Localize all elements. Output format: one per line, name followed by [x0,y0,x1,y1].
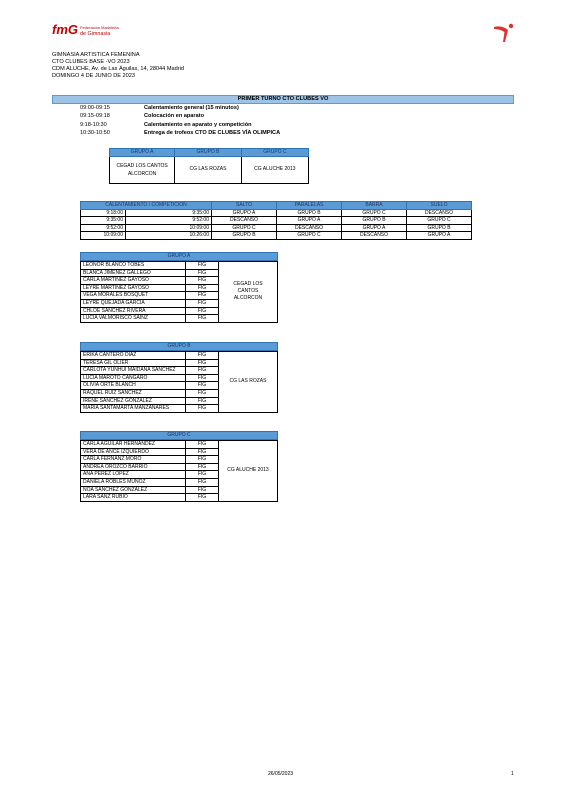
member-federation: FIG [186,478,219,486]
rotation-salto: GRUPO A [212,209,277,217]
rotation-suelo: DESCANSO [407,209,472,217]
schedule-row [80,104,500,112]
member-federation: FIG [186,352,219,360]
rotation-barra: GRUPO C [342,209,407,217]
groups-header-b: GRUPO B [175,149,242,157]
fmg-logo [52,22,122,42]
rotation-paralelas: GRUPO A [277,217,342,225]
member-name: LUCIA VALMORISCO SAINZ [81,315,186,323]
rotation-end: 9:52:00 [126,217,212,225]
footer-page-number: 1 [511,771,514,777]
member-name: ANDREA OROZCO BARRIO [81,463,186,471]
member-name: LEONOR BLANCO TOBES [81,262,186,270]
groups-table [109,148,309,184]
schedule-desc: Colocación en aparato [144,113,204,120]
rotation-start: 9:18:00 [81,209,126,217]
rotation-row [81,217,472,225]
member-name: CHLOE SÁNCHEZ RIVERA [81,307,186,315]
groups-cell-c: CG ALUCHE 2013 [241,156,308,183]
member-name: NOA SANCHEZ GONZALEZ [81,486,186,494]
rotation-header-paralelas: PARALELAS [277,202,342,210]
member-name: LEYRE QUEJADA GARCIA [81,299,186,307]
member-federation: FIG [186,471,219,479]
header-competition: CTO CLUBES BASE -VO 2023 [52,59,130,65]
member-name: IRENE SANCHEZ GONZALEZ [81,397,186,405]
rotation-header-time: CALENTAMIENTO / COMPETICION [81,202,212,210]
schedule-time: 10:30-10:50 [80,130,110,137]
rotation-salto: GRUPO C [212,224,277,232]
rotation-paralelas: DESCANSO [277,224,342,232]
rotation-suelo: GRUPO C [407,217,472,225]
member-federation: FIG [186,315,219,323]
member-federation: FIG [186,284,219,292]
rotation-paralelas: GRUPO C [277,232,342,240]
header-discipline: GIMNASIA ARTISTICA FEMENINA [52,52,140,58]
member-name: ANA PEREZ LOPEZ [81,471,186,479]
member-federation: FIG [186,405,219,413]
member-name: BLANCA JIMENEZ GALLEGO [81,269,186,277]
member-name: MARIA SANTAMARTA MANZANARES [81,405,186,413]
schedule-row [80,129,500,137]
member-federation: FIG [186,277,219,285]
member-name: VEGA MORALES BOSQUET [81,292,186,300]
turno-title: PRIMER TURNO CTO CLUBES VO [237,96,329,102]
member-federation: FIG [186,359,219,367]
footer-date: 26/05/2023 [268,771,294,777]
rotation-barra: GRUPO A [342,224,407,232]
rotation-start: 9:35:00 [81,217,126,225]
rotation-header-suelo: SUELO [407,202,472,210]
member-federation: FIG [186,441,219,449]
group-list [80,431,278,502]
group-list-table [80,351,278,413]
member-federation: FIG [186,448,219,456]
member-name: TERESA GIL OLIER [81,359,186,367]
member-name: RAQUEL RUIZ SANCHEZ [81,389,186,397]
rotation-row [81,232,472,240]
member-federation: FIG [186,382,219,390]
group-club: CG LAS ROZAS [219,352,278,413]
member-federation: FIG [186,262,219,270]
member-federation: FIG [186,494,219,502]
rotation-row [81,209,472,217]
groups-cell-a: CEGAD LOS CANTOS ALCORCON [110,156,175,183]
header-date: DOMINGO 4 DE JUNIO DE 2023 [52,73,135,79]
groups-cell-b: CG LAS ROZAS [175,156,242,183]
member-row [81,262,278,270]
group-club: CEGAD LOS CANTOS ALCORCON [219,262,278,323]
fmg-logo-line2: de Gimnasia [80,31,111,37]
group-list [80,252,278,323]
group-club: CG ALUCHE 2013 [219,441,278,502]
member-federation: FIG [186,374,219,382]
rotation-end: 10:26:00 [126,232,212,240]
gymnast-icon [492,22,516,44]
turno-title-bar [52,95,514,104]
rotation-suelo: GRUPO B [407,224,472,232]
member-name: OLIVIA ORTE BLANCH [81,382,186,390]
schedule-row [80,112,500,120]
rotation-paralelas: GRUPO B [277,209,342,217]
rotation-salto: DESCANSO [212,217,277,225]
member-federation: FIG [186,367,219,375]
member-federation: FIG [186,456,219,464]
rotation-header-salto: SALTO [212,202,277,210]
member-row [81,441,278,449]
schedule-time: 09:00-09:15 [80,105,110,111]
schedule-desc: Calentamiento en aparato y competición [144,121,252,128]
rotation-suelo: GRUPO A [407,232,472,240]
groups-header-a: GRUPO A [110,149,175,157]
groups-header-c: GRUPO C [241,149,308,157]
member-name: LARA SANZ RUBIO [81,494,186,502]
member-federation: FIG [186,299,219,307]
rotation-end: 10:09:00 [126,224,212,232]
member-federation: FIG [186,463,219,471]
group-list-table [80,440,278,502]
rotation-salto: GRUPO B [212,232,277,240]
rotation-end: 9:35:00 [126,209,212,217]
member-name: CARLA FERNANZ MORO [81,456,186,464]
member-name: LEYRE MARTINEZ GAYOSO [81,284,186,292]
member-name: ERIKA CANTERO DIAZ [81,352,186,360]
member-name: CARLA MARTINEZ GAYOSO [81,277,186,285]
group-list-title: GRUPO C [80,431,278,440]
rotation-start: 10:09:00 [81,232,126,240]
rotation-row [81,224,472,232]
member-federation: FIG [186,397,219,405]
member-federation: FIG [186,269,219,277]
member-name: DANIELA ROBLES MUÑOZ [81,478,186,486]
header-venue: CDM ALUCHE, Av. de Las Águilas, 14, 28044 Madrid [52,66,184,72]
member-name: LUCIA MAROTO CANGARO [81,374,186,382]
group-list [80,342,278,413]
rotation-start: 9:52:00 [81,224,126,232]
rotation-barra: GRUPO B [342,217,407,225]
fmg-logo-mark: fmG [52,22,78,37]
schedule-desc: Entrega de trofeos CTO DE CLUBES VÍA OLIMPICA [144,130,281,137]
member-federation: FIG [186,486,219,494]
member-federation: FIG [186,307,219,315]
member-name: CARLOTA YUNHUI MAIDANA SANCHEZ [81,367,186,375]
rotation-barra: DESCANSO [342,232,407,240]
rotation-header-barra: BARRA [342,202,407,210]
schedule-time: 9:18-10:30 [80,121,107,128]
fmg-logo-line1: Federación Madrileña [80,25,119,30]
member-federation: FIG [186,389,219,397]
group-list-table [80,261,278,323]
rotation-table [80,201,472,240]
document-header [52,52,352,80]
schedule-row [80,121,500,129]
member-row [81,352,278,360]
group-list-title: GRUPO A [80,252,278,261]
schedule-desc: Calentamiento general (15 minutos) [144,105,239,111]
member-name: VERA DE ANCE IZQUIERDO [81,448,186,456]
member-federation: FIG [186,292,219,300]
group-list-title: GRUPO B [80,342,278,351]
schedule-time: 09:15-09:18 [80,113,110,120]
schedule [80,104,500,140]
member-name: CARLA AGUILAR HERNANDEZ [81,441,186,449]
